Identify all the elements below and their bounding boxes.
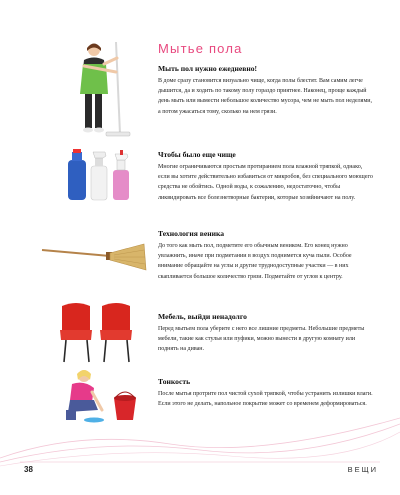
decorative-waves xyxy=(0,410,400,470)
red-chairs-illustration xyxy=(58,300,138,364)
section-subtlety xyxy=(158,377,374,409)
section-furniture xyxy=(158,312,374,355)
section-text: Перед мытьем пола уберите с него все лишние предметы. Небольшие предметы мебели, такие как стулья или пуфики, можно вынести в другую комнату или поднять на диван. xyxy=(158,326,365,353)
cleaning-bottles-illustration xyxy=(64,146,136,202)
section-broom-technique xyxy=(158,229,374,282)
section-heading: Технология веника xyxy=(158,229,225,238)
section-heading: Мыть пол нужно ежедневно! xyxy=(158,64,258,73)
section-text: После мытья протрите пол чистой сухой тряпкой, чтобы устранить излишки влаги. Если этого не делать, напольное покрытие может со временем деформироваться. xyxy=(158,391,373,408)
section-text: Многие ограничиваются простым протиранием пола влажной тряпкой, однако, если вы хотите действительно избавиться от микробов, без специального моющего средства не обойтись. Одной воды, к сожалению, недостаточно, чтобы ликвидировать все болезнетворные бактерии, которые хозяйничают на полу. xyxy=(158,164,373,201)
section-heading: Тонкость xyxy=(158,377,191,386)
page-title: Мытье пола xyxy=(158,41,243,56)
section-text: До того как мыть пол, подметите его обычным веником. Его конец нужно увлажнить, иначе при подметании в воздух поднимется куча пыли. Особое внимание обращайте на углы и другие труднодоступные участки — в них скапливается большое количество грязи. Подметайте от углов к центру. xyxy=(158,243,352,280)
section-cleaning-agents xyxy=(158,150,374,203)
section-heading: Мебель, выйди ненадолго xyxy=(158,312,247,321)
section-daily-mopping xyxy=(158,64,374,117)
section-heading: Чтобы было еще чище xyxy=(158,150,236,159)
section-text: В доме сразу становится визуально чище, когда полы блестят. Вам самим легче дышится, да и ходить по такому полу гораздо приятнее. Наконец, проще каждый день мыть или вымести небольшое количество мусора, чем не мыть пол неделями, а потом ужасаться тому, сколько на нем грязи. xyxy=(158,78,373,115)
page-number: 38 xyxy=(24,465,33,474)
running-head: ВЕЩИ xyxy=(347,465,378,474)
broom-illustration xyxy=(40,242,148,282)
woman-with-mop-illustration xyxy=(70,38,132,138)
